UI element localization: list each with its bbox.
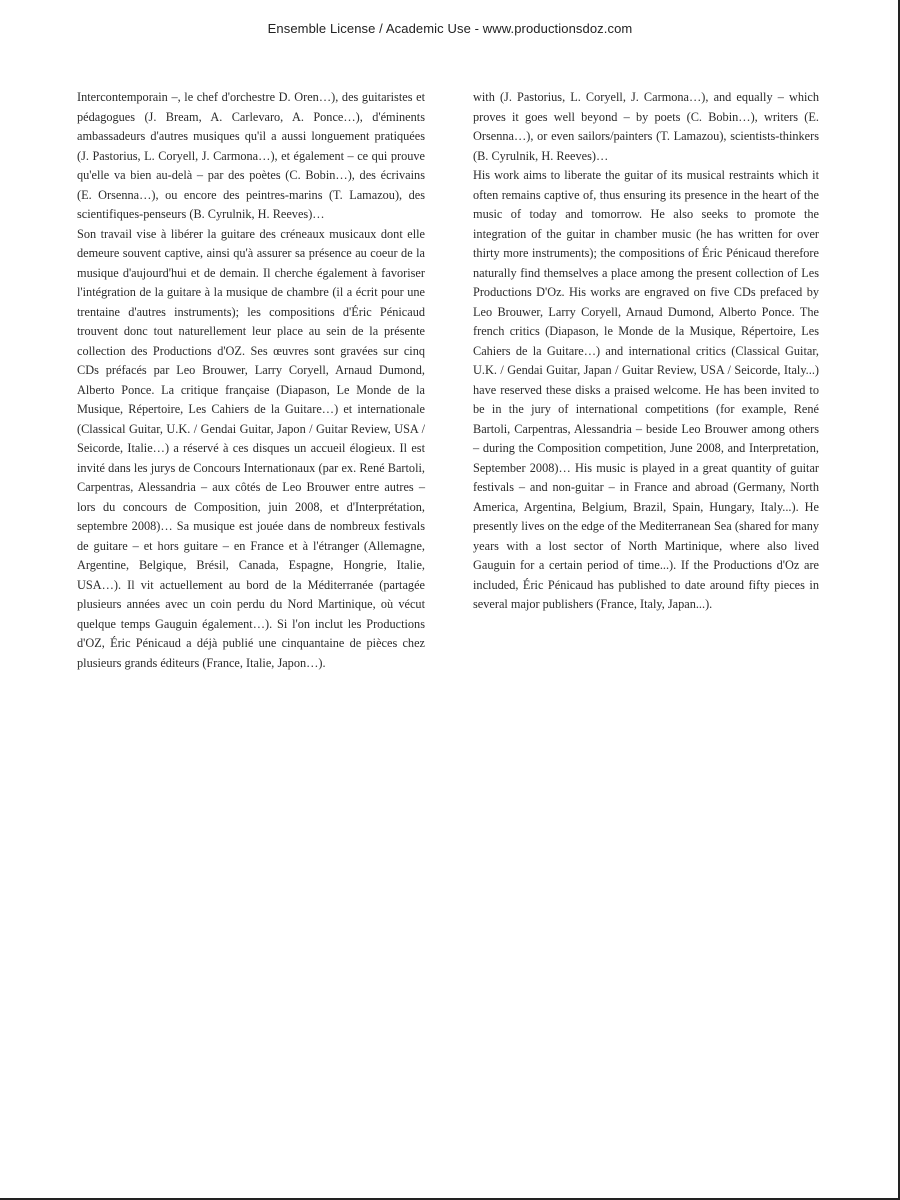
english-paragraph-1: with (J. Pastorius, L. Coryell, J. Carmona…), and equally – which proves it goes well beyond – by poets (C. Bobin…), writers (E. Orsenna…), or even sailors/painters (T. Lamazou), scientists-thinkers (B. Cyrulnik, H. Reeves)…	[473, 90, 819, 163]
english-paragraph-2: His work aims to liberate the guitar of its musical restraints which it often remains captive of, thus ensuring its presence in the heart of the music of today and tomorrow. He also seeks to promote the integration of the guitar in chamber music (he has written for over thirty more instruments); the compositions of Éric Pénicaud therefore naturally find themselves a place among the present collection of Les Productions D'Oz. His works are engraved on five CDs prefaced by Leo Brouwer, Larry Coryell, Arnaud Dumond, Alberto Ponce. The french critics (Diapason, le Monde de la Musique, Répertoire, Les Cahiers de la Guitare…) and international critics (Classical Guitar, U.K. / Gendai Guitar, Japan / Guitar Review, USA / Seicorde, Italy...) have reserved these disks a praised welcome. He has been invited to be in the jury of international competitions (for example, René Bartoli, Carpentras, Alessandria – beside Leo Brouwer among others – during the Composition competition, June 2008, and Interpretation, September 2008)… His music is played in a great quantity of guitar festivals – and non-guitar – in France and abroad (Germany, North America, Argentina, Belgium, Brazil, Spain, Hungary, Italy...). He presently lives on the edge of the Mediterranean Sea (shared for many years with a lost sector of North Martinique, where also lived Gauguin for a certain period of time...). If the Productions d'Oz are included, Éric Pénicaud has published to date around fifty pieces in several major publishers (France, Italy, Japan...).	[473, 168, 819, 611]
license-watermark: Ensemble License / Academic Use - www.productionsdoz.com	[267, 21, 633, 36]
french-text-column	[77, 88, 425, 673]
french-paragraph-1: Intercontemporain –, le chef d'orchestre D. Oren…), des guitaristes et pédagogues (J. Bream, A. Carlevaro, A. Ponce…), d'éminents ambassadeurs d'autres musiques qu'il a aussi longuement pratiquées (J. Pastorius, L. Coryell, J. Carmona…), et également – ce qui prouve qu'elle va bien au-delà – par des poètes (C. Bobin…), des écrivains (E. Orsenna…), ou encore des peintres-marins (T. Lamazou), des scientifiques-penseurs (B. Cyrulnik, H. Reeves)…	[77, 90, 425, 221]
english-text-column	[473, 88, 819, 615]
french-paragraph-2: Son travail vise à libérer la guitare des créneaux musicaux dont elle demeure souvent captive, ainsi qu'à assurer sa présence au coeur de la musique d'aujourd'hui et de demain. Il cherche également à favoriser l'intégration de la guitare à la musique de chambre (il a écrit pour une trentaine d'autres instruments); les compositions d'Éric Pénicaud trouvent donc tout naturellement leur place au sein de la présente collection des Productions d'OZ. Ses œuvres sont gravées sur cinq CDs préfacés par Leo Brouwer, Larry Coryell, Arnaud Dumond, Alberto Ponce. La critique française (Diapason, Le Monde de la Musique, Répertoire, Les Cahiers de la Guitare…) et internationale (Classical Guitar, U.K. / Gendai Guitar, Japon / Guitar Review, USA / Seicorde, Italie…) a réservé à ces disques un accueil élogieux. Il est invité dans les jurys de Concours Internationaux (par ex. René Bartoli, Carpentras, Alessandria – aux côtés de Leo Brouwer entre autres – lors du concours de Composition, juin 2008, et d'Interprétation, septembre 2008)… Sa musique est jouée dans de nombreux festivals de guitare – et hors guitare – en France et à l'étranger (Allemagne, Argentine, Belgique, Brésil, Canada, Espagne, Hongrie, Italie, USA…). Il vit actuellement au bord de la Méditerranée (partagée plusieurs années avec un coin perdu du Nord Martinique, où vécut quelque temps Gauguin également…). Si l'on inclut les Productions d'OZ, Éric Pénicaud a déjà publié une cinquantaine de pièces chez plusieurs grands éditeurs (France, Italie, Japon…).	[77, 226, 425, 670]
